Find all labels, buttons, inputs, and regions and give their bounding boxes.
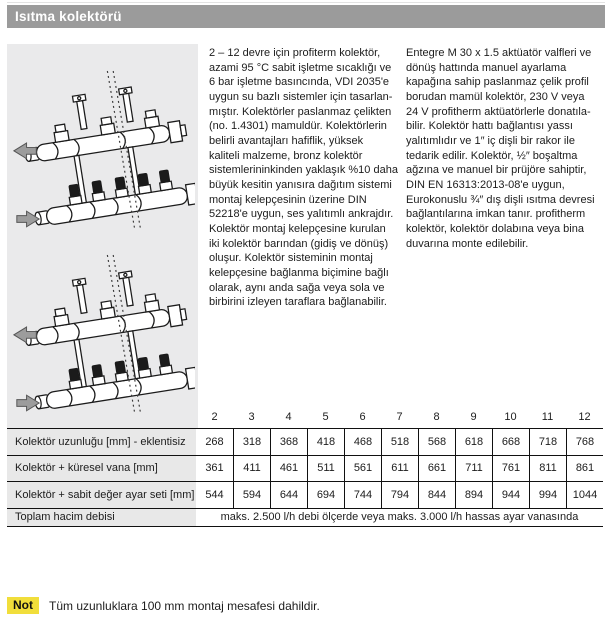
note-badge: Not xyxy=(7,597,39,614)
dimension-value-cell: 561 xyxy=(344,456,381,482)
dimension-value-cell: 744 xyxy=(344,482,381,508)
footnote xyxy=(7,597,320,614)
description-line: birbirini izleyen taraflara bağlanabilir. xyxy=(209,296,387,309)
dimension-value-cell: 768 xyxy=(566,429,603,455)
dimension-value-cell: 861 xyxy=(566,456,603,482)
illustration-panel xyxy=(7,44,198,428)
table-header-spacer xyxy=(7,405,196,428)
manifold-drawing-top xyxy=(10,56,195,234)
description-line: Eurokonuslu ¾″ dış dişli ısıtma devresi xyxy=(406,193,595,206)
description-line: DIN EN 16313:2013-08'e uygun, xyxy=(406,178,565,191)
description-line: uygun su bazlı sistemler için tasarlan- xyxy=(209,90,393,103)
dimension-value-cell: 718 xyxy=(529,429,566,455)
dimension-value-cell: 268 xyxy=(205,435,224,448)
dimension-value-cell: 1044 xyxy=(566,482,603,508)
description-line: olarak, aynı anda sağa veya sola ve xyxy=(209,281,385,294)
table-row xyxy=(7,481,603,508)
circuit-count-header: 6 xyxy=(359,410,366,423)
description-line: (no. 1.4301) mamuldür. Kolektörlerin xyxy=(209,120,387,133)
description-line: azami 95 °C sabit işletme sıcaklığı ve xyxy=(209,61,392,74)
description-line: bağlantılarına imkan tanır. profitherm xyxy=(406,208,586,221)
dimension-value-cell: 844 xyxy=(418,482,455,508)
table-row xyxy=(7,455,603,482)
circuit-count-header: 10 xyxy=(504,410,517,423)
row-label: Kolektör uzunluğu [mm] - eklentisiz xyxy=(7,429,196,455)
dimension-value-cell: 668 xyxy=(492,429,529,455)
dimension-value-cell: 544 xyxy=(205,488,224,501)
circuit-count-header: 12 xyxy=(578,410,591,423)
dimension-value-cell: 644 xyxy=(270,482,307,508)
dimension-value-cell: 661 xyxy=(418,456,455,482)
dimension-value-cell: 511 xyxy=(307,456,344,482)
table-total-flow-row xyxy=(7,508,603,528)
description-line: Entegre M 30 x 1.5 aktüatör valfleri ve xyxy=(406,47,592,59)
dimension-value-cell: 418 xyxy=(307,429,344,455)
dimension-value-cell: 694 xyxy=(307,482,344,508)
dimension-value-cell: 811 xyxy=(529,456,566,482)
dimension-value-cell: 894 xyxy=(455,482,492,508)
total-flow-label: Toplam hacim debisi xyxy=(7,509,196,527)
circuit-count-header: 3 xyxy=(248,410,255,423)
dimension-value-cell: 518 xyxy=(381,429,418,455)
description-line: mıştır. Kolektörler paslanmaz çelikten xyxy=(209,105,392,118)
circuit-count-header: 4 xyxy=(285,410,292,423)
description-line: kaliteli malzeme, bronz kolektör xyxy=(209,149,363,162)
dimension-value-cell: 568 xyxy=(418,429,455,455)
dimensions-table xyxy=(7,405,603,527)
dimension-value-cell: 368 xyxy=(270,429,307,455)
description-column-2 xyxy=(406,46,608,251)
circuit-count-header: 2 xyxy=(211,410,218,423)
description-line: ağzına ve manuel bir prüjöre sahiptir, xyxy=(406,164,587,177)
dimension-value-cell: 361 xyxy=(205,462,224,475)
row-label: Kolektör + küresel vana [mm] xyxy=(7,456,196,482)
circuit-count-header: 9 xyxy=(470,410,477,423)
page-title: Isıtma kolektörü xyxy=(7,5,605,28)
table-body xyxy=(7,428,603,508)
description-line: büyük kesitin yanısıra dağıtım sistemi xyxy=(209,178,392,191)
description-line: 2 – 12 devre için profiterm kolektör, xyxy=(209,47,381,59)
description-line: sistemlerininkinden yaklaşık %10 daha xyxy=(209,164,398,177)
description-line: 24 V profitherm aktüatörlerle donatıla- xyxy=(406,105,591,118)
dimension-value-cell: 594 xyxy=(233,482,270,508)
dimension-value-cell: 461 xyxy=(270,456,307,482)
description-line: montaj kelepçesinin üzerine DIN xyxy=(209,193,367,206)
description-line: Kolektör montaj kelepçesine kurulan xyxy=(209,222,386,235)
description-line: kapağına sahip paslanmaz çelik profil xyxy=(406,76,589,89)
table-row xyxy=(7,428,603,455)
manifold-drawing-bottom xyxy=(10,240,195,418)
total-flow-value: maks. 2.500 l/h debi ölçerde veya maks. 3.000 l/h hassas ayar vanasında xyxy=(220,511,579,524)
description-line: tedarik edilir. Kolektör, ½″ boşaltma xyxy=(406,149,578,162)
description-line: 6 bar işletme basıncında, VDI 2035'e xyxy=(209,76,390,89)
description-line: bilir. Kolektör hattı bağlantısı yassı xyxy=(406,120,573,133)
description-column-1 xyxy=(209,46,403,310)
circuit-count-header: 11 xyxy=(541,410,554,423)
circuit-count-header: 7 xyxy=(396,410,403,423)
circuit-count-header: 8 xyxy=(433,410,440,423)
circuit-count-header: 5 xyxy=(322,410,329,423)
dimension-value-cell: 711 xyxy=(455,456,492,482)
page-top-rule xyxy=(7,2,605,3)
description-line: iki kolektör barından (gidiş ve dönüş) xyxy=(209,237,389,250)
description-line: oluşur. Kolektör sisteminin montaj xyxy=(209,252,373,265)
description-line: 52218'e uygun, ses yalıtımlı ankrajdır. xyxy=(209,208,394,221)
description-line: belirli avantajları hafiflik, yüksek xyxy=(209,134,364,147)
table-header-row xyxy=(7,405,603,428)
description-line: duvarına monte edilebilir. xyxy=(406,237,529,250)
dimension-value-cell: 944 xyxy=(492,482,529,508)
description-line: yalıtımlıdır ve 1″ iç dişli bir rakor ile xyxy=(406,134,575,147)
dimension-value-cell: 468 xyxy=(344,429,381,455)
dimension-value-cell: 794 xyxy=(381,482,418,508)
dimension-value-cell: 318 xyxy=(233,429,270,455)
dimension-value-cell: 618 xyxy=(455,429,492,455)
dimension-value-cell: 411 xyxy=(233,456,270,482)
description-line: borudan mamül kolektör, 230 V veya xyxy=(406,90,585,103)
dimension-value-cell: 611 xyxy=(381,456,418,482)
dimension-value-cell: 761 xyxy=(492,456,529,482)
note-text: Tüm uzunluklara 100 mm montaj mesafesi dahildir. xyxy=(49,598,320,613)
row-label: Kolektör + sabit değer ayar seti [mm] xyxy=(7,482,196,508)
description-line: kolektör, kolektör dolabına veya bina xyxy=(406,222,584,235)
description-line: kelepçesine bağlanma biçimine bağlı xyxy=(209,266,389,279)
description-line: dönüş hattında manuel ayarlama xyxy=(406,61,567,74)
dimension-value-cell: 994 xyxy=(529,482,566,508)
